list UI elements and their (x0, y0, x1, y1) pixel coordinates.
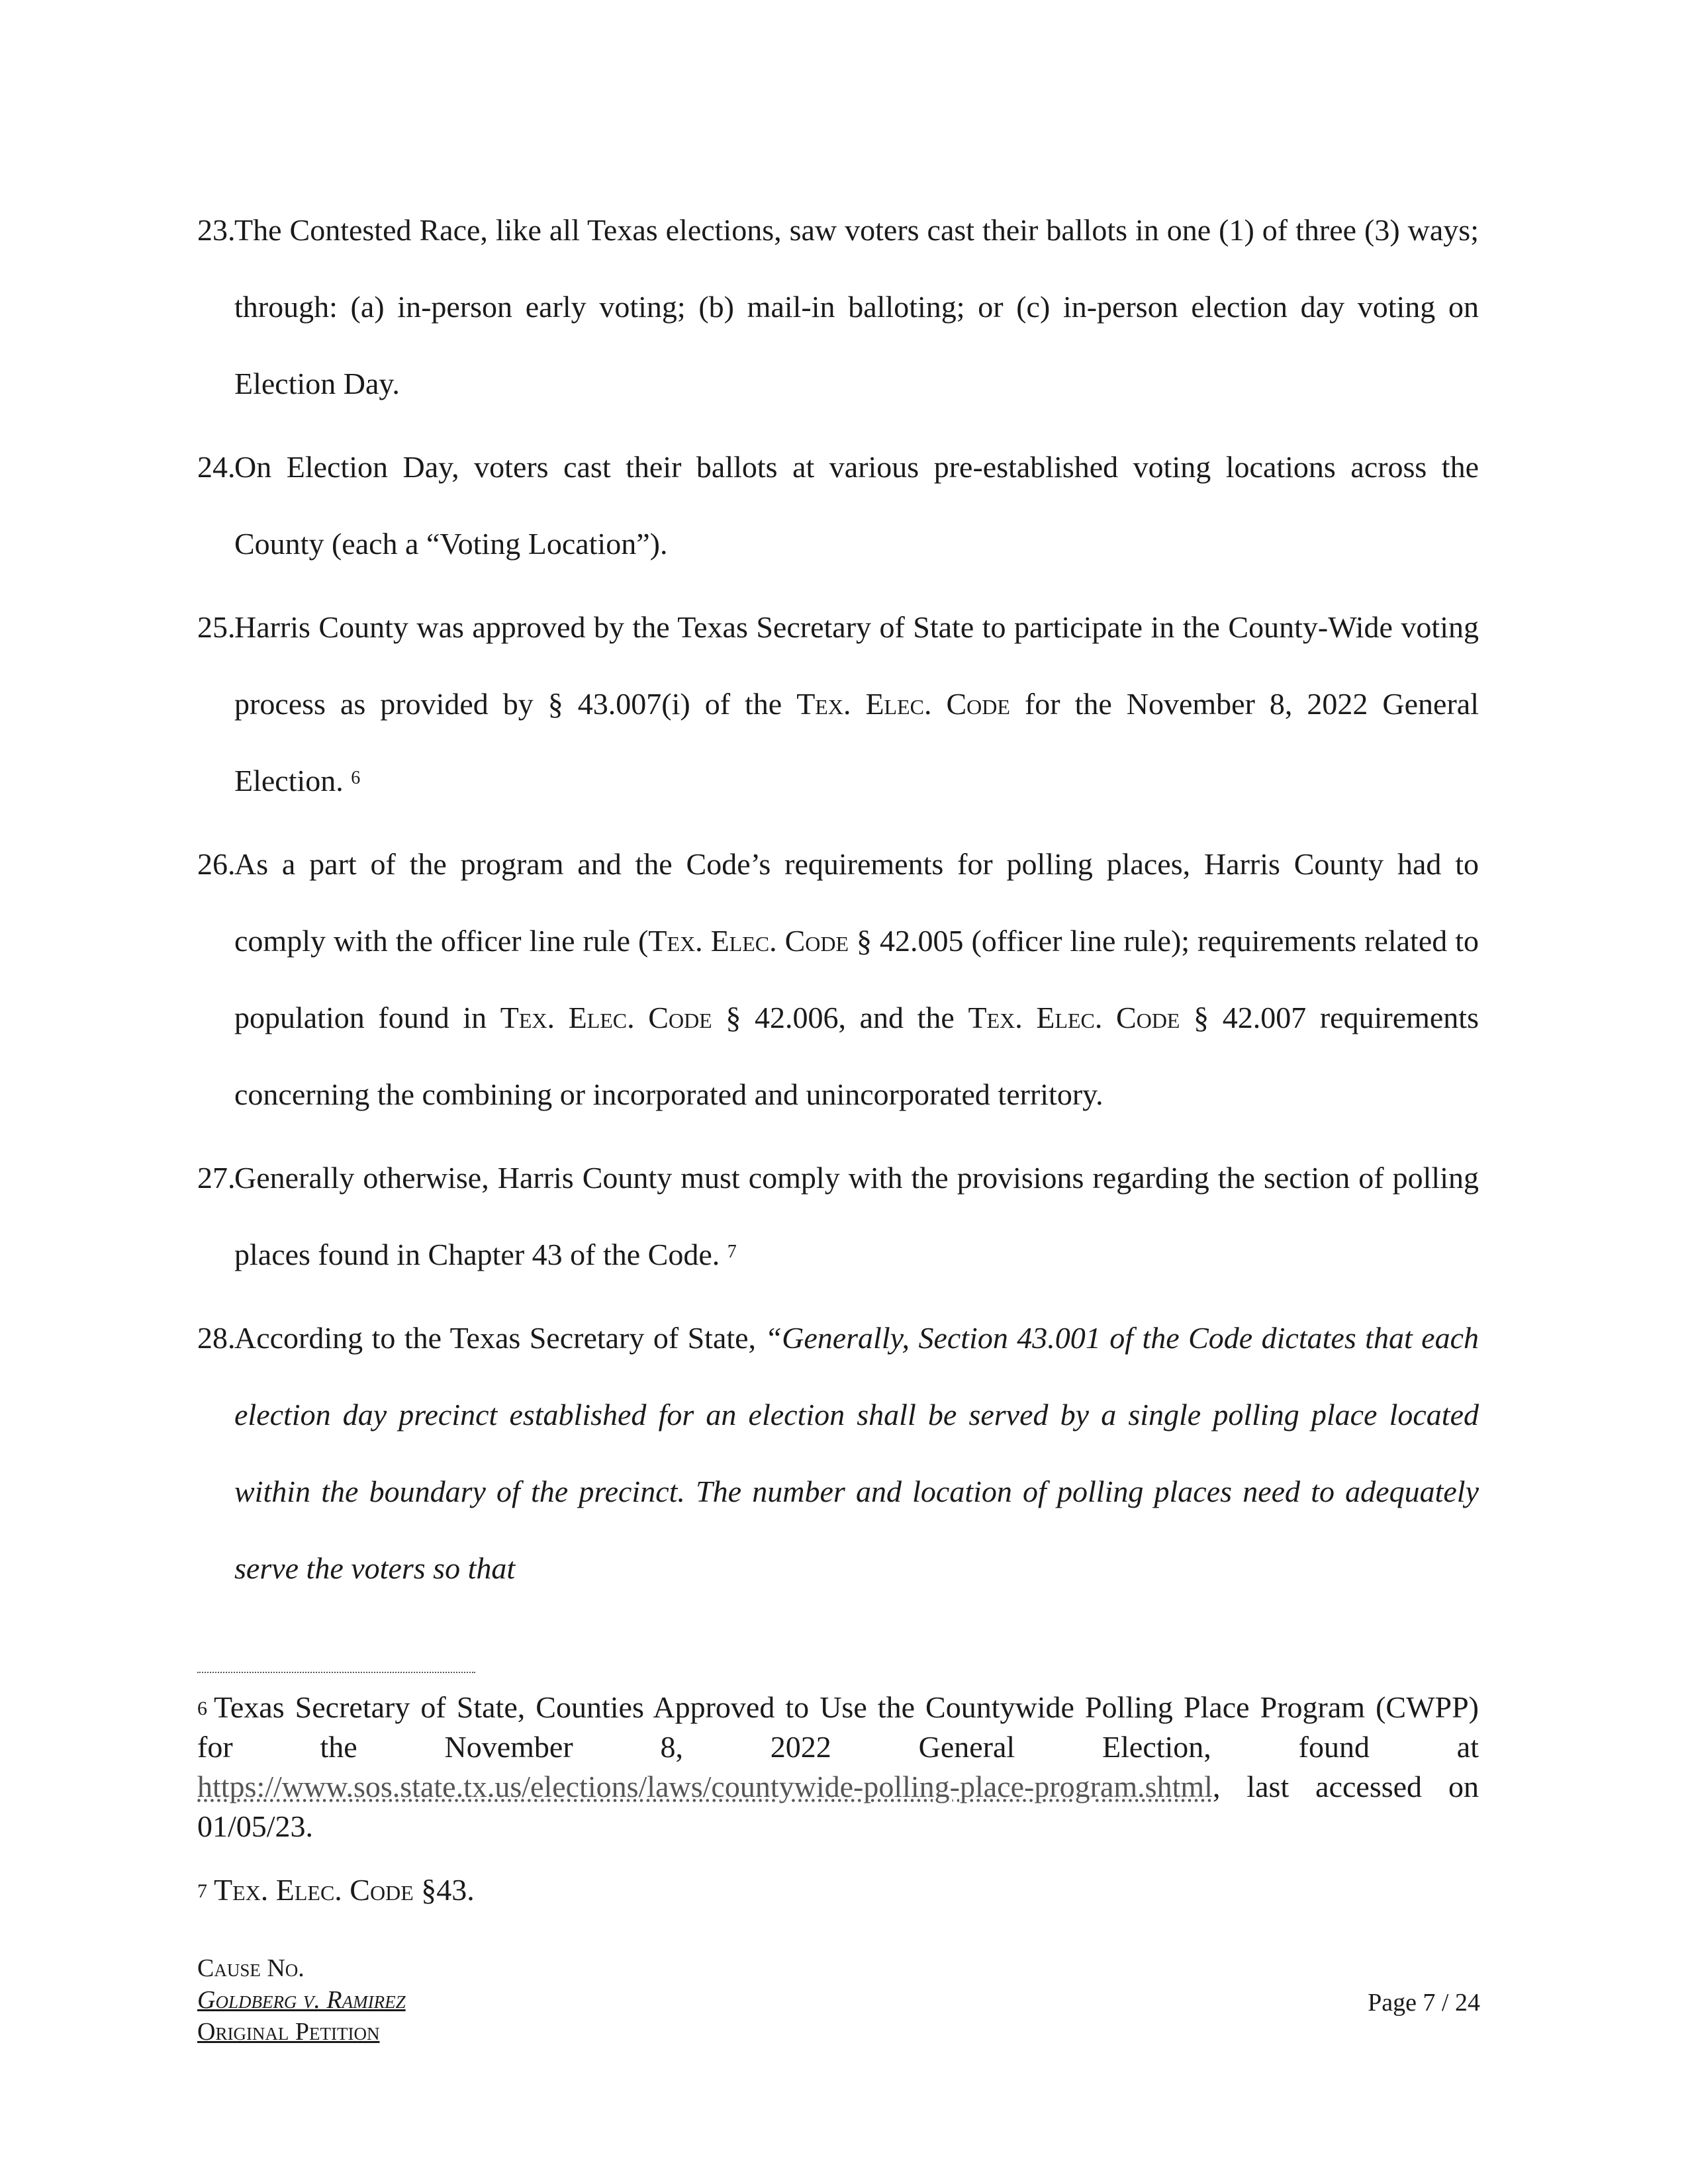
paragraph-text: Harris County was approved by the Texas Secretary of State to participate in the County-Wide voting process as provided by § 43.007(i) of the (234, 610, 1479, 721)
paragraph-text: The Contested Race, like all Texas elections, saw voters cast their ballots in one (1) of three (3) ways; through: (a) in-person early voting; (b) mail-in balloting; or (c) in-person election day voting on Election Day. (234, 213, 1479, 400)
paragraph-text: § 42.006, and the (726, 1001, 955, 1034)
paragraph-number: 23. (197, 213, 236, 247)
footnote-separator (197, 1672, 475, 1673)
code-citation: Tex. Elec. Code (968, 1001, 1180, 1034)
footnote-text-after: , last accessed on 01/05/23. (197, 1770, 1479, 1843)
paragraph-28 (197, 1300, 1479, 1607)
footnotes (197, 1688, 1479, 1934)
code-citation: Tex. Elec. Code (500, 1001, 712, 1034)
footnote-number: 7 (197, 1880, 207, 1902)
paragraph-number: 25. (197, 610, 236, 644)
paragraph-25 (197, 589, 1479, 819)
paragraph-26 (197, 826, 1479, 1133)
code-citation: Tex. Elec. Code (796, 687, 1010, 721)
paragraph-number: 27. (197, 1161, 236, 1195)
footnote-text: §43. (421, 1873, 475, 1907)
footnote-reference[interactable]: 6 (351, 768, 361, 788)
paragraph-text: Generally otherwise, Harris County must comply with the provisions regarding the section of polling places found in Chapter 43 of the Code. (234, 1161, 1479, 1271)
paragraph-number: 26. (197, 847, 236, 881)
paragraph-23 (197, 192, 1479, 422)
code-citation: Tex. Elec. Code (648, 924, 849, 958)
footnote-text: Texas Secretary of State, Counties Approved to Use the Countywide Polling Place Program (CWPP) for the November 8, 2022 General Election, found at (197, 1690, 1479, 1764)
paragraph-27 (197, 1140, 1479, 1293)
paragraph-text: § 42.007 requirements concerning the combining or incorporated and unincorporated territory. (234, 1001, 1479, 1111)
paragraph-text: On Election Day, voters cast their ballots at various pre-established voting locations across the County (each a “Voting Location”). (234, 450, 1479, 561)
document-title: Original Petition (197, 2018, 380, 2046)
footnote-link[interactable]: https://www.sos.state.tx.us/elections/laws/countywide-polling-place-program.shtml (197, 1770, 1213, 1803)
footnote-reference[interactable]: 7 (727, 1242, 737, 1262)
paragraph-text: for the November 8, 2022 General Election. (234, 687, 1479, 797)
paragraph-text: According to the Texas Secretary of State, (234, 1321, 757, 1355)
footnote-6 (197, 1688, 1479, 1846)
paragraph-text: As a part of the program and the Code’s requirements for polling places, Harris County had to comply with the officer line rule ( (234, 847, 1479, 958)
document-footer (197, 1952, 406, 2048)
quoted-text: “Generally, Section 43.001 of the Code dictates that each election day precinct established for an election shall be served by a single polling place located within the boundary of the precinct. The number and location of polling places need to adequately serve the voters so that (234, 1321, 1479, 1585)
code-citation: Tex. Elec. Code (214, 1873, 414, 1907)
paragraph-text: § 42.005 (officer line rule); requirements related to population found in (234, 924, 1479, 1034)
footnote-number: 6 (197, 1698, 207, 1719)
cause-number: Cause No. (197, 1954, 305, 1982)
page-number: Page 7 / 24 (1368, 1989, 1480, 2017)
case-name: Goldberg v. Ramirez (197, 1986, 406, 2014)
paragraph-24 (197, 429, 1479, 582)
petition-body (197, 192, 1479, 1614)
paragraph-number: 24. (197, 450, 236, 484)
paragraph-number: 28. (197, 1321, 236, 1355)
footnote-7 (197, 1870, 1479, 1910)
